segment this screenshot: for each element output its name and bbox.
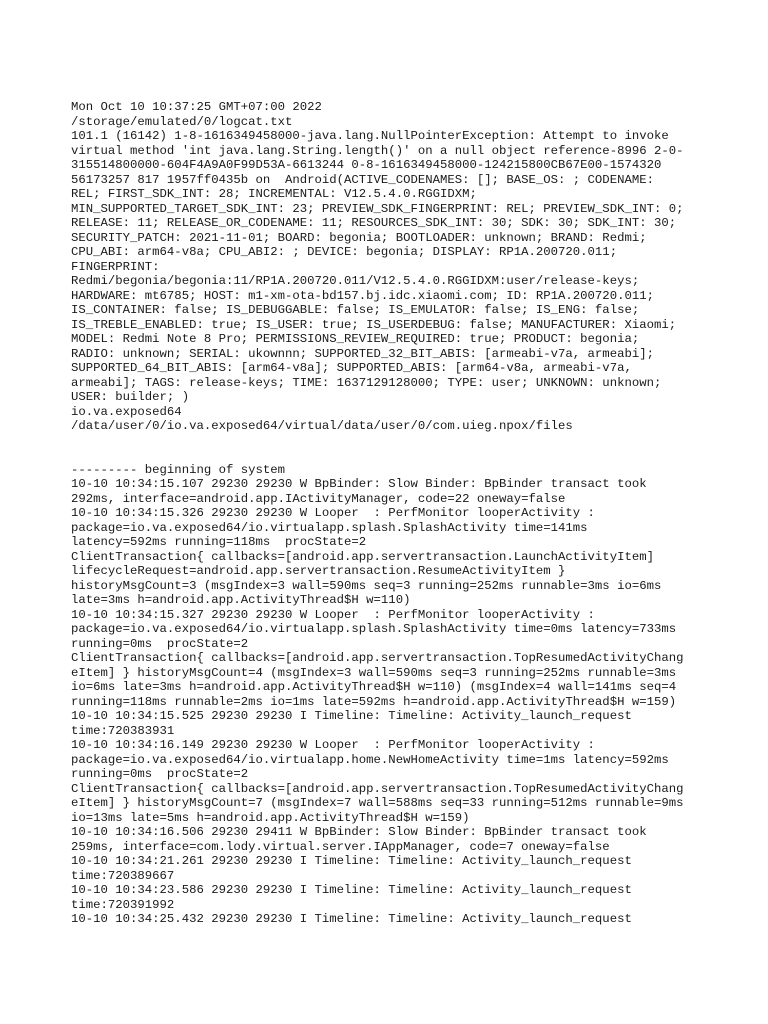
log-line: running=0ms procState=2 xyxy=(71,767,249,781)
header-line: /data/user/0/io.va.exposed64/virtual/data/user/0/com.uieg.npox/files xyxy=(71,419,573,433)
header-line: SECURITY_PATCH: 2021-11-01; BOARD: begonia; BOOTLOADER: unknown; BRAND: Redmi; xyxy=(71,230,647,245)
system-log-section xyxy=(71,463,751,927)
log-line: running=118ms runnable=2ms io=1ms late=592ms h=android.app.ActivityThread$H w=159) xyxy=(71,694,677,709)
log-line: io=13ms late=5ms h=android.app.ActivityThread$H w=159) xyxy=(71,810,470,825)
log-line: 292ms, interface=android.app.IActivityManager, code=22 oneway=false xyxy=(71,491,566,506)
log-line: time:720383931 xyxy=(71,723,175,738)
section-gap xyxy=(71,434,751,463)
header-line: armeabi]; TAGS: release-keys; TIME: 1637129128000; TYPE: user; UNKNOWN: unknown; xyxy=(71,375,662,390)
header-line: RADIO: unknown; SERIAL: ukownnn; SUPPORTED_32_BIT_ABIS: [armeabi-v7a, armeabi]; xyxy=(71,346,654,361)
log-line: package=io.va.exposed64/io.virtualapp.splash.SplashActivity time=0ms latency=733ms xyxy=(71,622,677,636)
header-line: IS_TREBLE_ENABLED: true; IS_USER: true; IS_USERDEBUG: false; MANUFACTURER: Xiaomi; xyxy=(71,317,677,332)
log-line: eItem] } historyMsgCount=4 (msgIndex=3 wall=590ms seq=3 running=252ms runnable=3ms xyxy=(71,665,677,680)
log-line: io=6ms late=3ms h=android.app.ActivityThread$H w=110) (msgIndex=4 wall=141ms seq=4 xyxy=(71,680,677,694)
log-line: ClientTransaction{ callbacks=[android.app.servertransaction.LaunchActivityItem] xyxy=(71,549,654,564)
header-line: io.va.exposed64 xyxy=(71,404,182,419)
header-line: virtual method 'int java.lang.String.length()' on a null object reference-8996 2-0- xyxy=(71,143,684,158)
log-line: eItem] } historyMsgCount=7 (msgIndex=7 wall=588ms seq=33 running=512ms runnable=9ms xyxy=(71,796,684,810)
system-log-divider: --------- beginning of system xyxy=(71,462,286,477)
header-line: MODEL: Redmi Note 8 Pro; PERMISSIONS_REVIEW_REQUIRED: true; PRODUCT: begonia; xyxy=(71,332,640,346)
log-line: late=3ms h=android.app.ActivityThread$H w=110) xyxy=(71,593,411,607)
header-line: USER: builder; ) xyxy=(71,390,190,404)
header-line: IS_CONTAINER: false; IS_DEBUGGABLE: false; IS_EMULATOR: false; IS_ENG: false; xyxy=(71,303,640,317)
log-line: 10-10 10:34:16.506 29230 29411 W BpBinder: Slow Binder: BpBinder transact took xyxy=(71,825,647,839)
log-line: lifecycleRequest=android.app.servertransaction.ResumeActivityItem } xyxy=(71,564,566,578)
header-line: HARDWARE: mt6785; HOST: m1-xm-ota-bd157.bj.idc.xiaomi.com; ID: RP1A.200720.011; xyxy=(71,288,654,303)
log-line: time:720391992 xyxy=(71,897,175,912)
log-line: ClientTransaction{ callbacks=[android.app.servertransaction.TopResumedActivityChang xyxy=(71,781,684,796)
log-file-path: /storage/emulated/0/logcat.txt xyxy=(71,114,293,129)
device-info-header xyxy=(71,100,751,434)
log-line: package=io.va.exposed64/io.virtualapp.home.NewHomeActivity time=1ms latency=592ms xyxy=(71,752,669,767)
log-line: 10-10 10:34:15.327 29230 29230 W Looper : PerfMonitor looperActivity : xyxy=(71,607,595,622)
header-line: CPU_ABI: arm64-v8a; CPU_ABI2: ; DEVICE: begonia; DISPLAY: RP1A.200720.011; xyxy=(71,245,618,259)
log-line: 10-10 10:34:15.525 29230 29230 I Timeline: Timeline: Activity_launch_request xyxy=(71,709,632,723)
header-line: 56173257 817 1957ff0435b on Android(ACTIVE_CODENAMES: []; BASE_OS: ; CODENAME: xyxy=(71,172,654,187)
log-line: latency=592ms running=118ms procState=2 xyxy=(71,535,367,549)
log-line: 10-10 10:34:15.326 29230 29230 W Looper : PerfMonitor looperActivity : xyxy=(71,506,595,520)
header-line: FINGERPRINT: xyxy=(71,259,160,274)
log-timestamp: Mon Oct 10 10:37:25 GMT+07:00 2022 xyxy=(71,100,322,114)
header-line: Redmi/begonia/begonia:11/RP1A.200720.011/V12.5.4.0.RGGIDXM:user/release-keys; xyxy=(71,274,640,288)
header-line: 101.1 (16142) 1-8-1616349458000-java.lang.NullPointerException: Attempt to invoke xyxy=(71,129,669,143)
log-line: 259ms, interface=com.lody.virtual.server.IAppManager, code=7 oneway=false xyxy=(71,839,610,854)
header-line: RELEASE: 11; RELEASE_OR_CODENAME: 11; RESOURCES_SDK_INT: 30; SDK: 30; SDK_INT: 30; xyxy=(71,216,677,230)
log-line: package=io.va.exposed64/io.virtualapp.splash.SplashActivity time=141ms xyxy=(71,520,588,535)
log-line: running=0ms procState=2 xyxy=(71,636,249,651)
log-line: ClientTransaction{ callbacks=[android.app.servertransaction.TopResumedActivityChang xyxy=(71,651,684,665)
header-line: MIN_SUPPORTED_TARGET_SDK_INT: 23; PREVIEW_SDK_FINGERPRINT: REL; PREVIEW_SDK_INT: 0; xyxy=(71,201,684,216)
log-line: 10-10 10:34:21.261 29230 29230 I Timeline: Timeline: Activity_launch_request xyxy=(71,854,632,868)
logcat-document xyxy=(71,100,751,927)
header-line: 315514800000-604F4A9A0F99D53A-6613244 0-8-1616349458000-124215800CB67E00-1574320 xyxy=(71,158,662,172)
log-line: 10-10 10:34:16.149 29230 29230 W Looper : PerfMonitor looperActivity : xyxy=(71,738,595,752)
header-line: SUPPORTED_64_BIT_ABIS: [arm64-v8a]; SUPPORTED_ABIS: [arm64-v8a, armeabi-v7a, xyxy=(71,361,632,375)
header-line: REL; FIRST_SDK_INT: 28; INCREMENTAL: V12.5.4.0.RGGIDXM; xyxy=(71,187,477,201)
log-line: 10-10 10:34:25.432 29230 29230 I Timeline: Timeline: Activity_launch_request xyxy=(71,912,632,926)
log-line: 10-10 10:34:15.107 29230 29230 W BpBinder: Slow Binder: BpBinder transact took xyxy=(71,477,647,491)
log-line: 10-10 10:34:23.586 29230 29230 I Timeline: Timeline: Activity_launch_request xyxy=(71,883,632,897)
log-line: time:720389667 xyxy=(71,868,175,883)
log-line: historyMsgCount=3 (msgIndex=3 wall=590ms seq=3 running=252ms runnable=3ms io=6ms xyxy=(71,578,662,593)
